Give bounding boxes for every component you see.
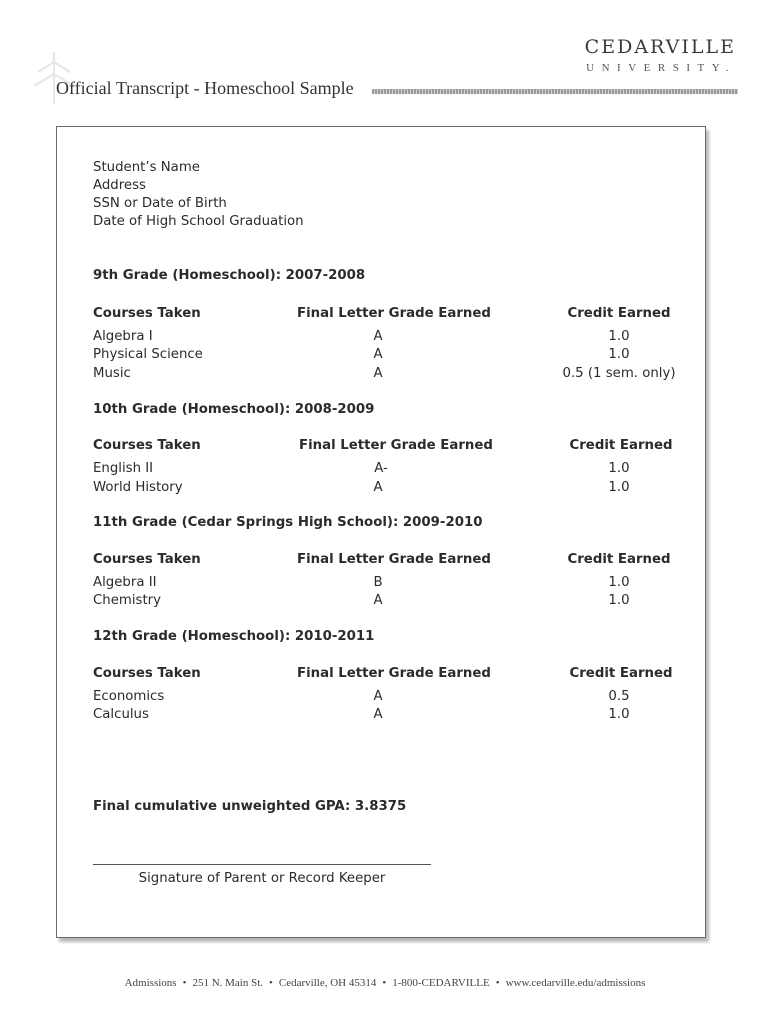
bullet-separator: • — [382, 977, 387, 989]
credit-cell: 1.0 — [608, 480, 630, 495]
signature-line — [93, 864, 431, 865]
col-header-course: Courses Taken — [93, 438, 201, 453]
logo-subtitle: UNIVERSITY. — [586, 62, 736, 74]
grade-cell: A — [373, 347, 383, 362]
credit-cell: 0.5 — [608, 689, 630, 704]
graduation-date-label: Date of High School Graduation — [93, 214, 304, 229]
gpa-summary: Final cumulative unweighted GPA: 3.8375 — [93, 799, 407, 814]
footer-website-link[interactable]: www.cedarville.edu/admissions — [505, 977, 646, 989]
col-header-credit: Credit Earned — [567, 552, 671, 567]
transcript-card — [56, 126, 706, 938]
logo-name: CEDARVILLE — [584, 36, 736, 58]
course-cell: Music — [93, 366, 131, 381]
signature-label: Signature of Parent or Record Keeper — [138, 871, 386, 886]
credit-cell: 0.5 (1 sem. only) — [562, 366, 676, 381]
grade-cell: A- — [374, 461, 388, 476]
grade-heading: 11th Grade (Cedar Springs High School): 2009-2010 — [93, 515, 483, 530]
col-header-course: Courses Taken — [93, 306, 201, 321]
col-header-credit: Credit Earned — [569, 438, 673, 453]
grade-cell: B — [373, 575, 383, 590]
course-cell: Economics — [93, 689, 165, 704]
col-header-credit: Credit Earned — [567, 306, 671, 321]
grade-cell: A — [373, 689, 383, 704]
credit-cell: 1.0 — [608, 329, 630, 344]
footer — [0, 977, 770, 989]
bullet-separator: • — [495, 977, 500, 989]
course-cell: Algebra II — [93, 575, 157, 590]
credit-cell: 1.0 — [608, 707, 630, 722]
col-header-grade: Final Letter Grade Earned — [299, 438, 493, 453]
col-header-course: Courses Taken — [93, 666, 201, 681]
course-cell: Calculus — [93, 707, 149, 722]
col-header-grade: Final Letter Grade Earned — [297, 552, 491, 567]
grade-cell: A — [373, 329, 383, 344]
col-header-course: Courses Taken — [93, 552, 201, 567]
credit-cell: 1.0 — [608, 593, 630, 608]
credit-cell: 1.0 — [608, 347, 630, 362]
bullet-separator: • — [182, 977, 187, 989]
grade-cell: A — [373, 366, 383, 381]
course-cell: Chemistry — [93, 593, 162, 608]
university-logo — [585, 36, 736, 74]
footer-city: Cedarville, OH 45314 — [278, 977, 377, 989]
grade-heading: 9th Grade (Homeschool): 2007-2008 — [93, 268, 366, 283]
footer-street: 251 N. Main St. — [192, 977, 264, 989]
col-header-grade: Final Letter Grade Earned — [297, 666, 491, 681]
ssn-dob-label: SSN or Date of Birth — [93, 196, 227, 211]
course-cell: Physical Science — [93, 347, 203, 362]
address-label: Address — [93, 178, 146, 193]
col-header-credit: Credit Earned — [569, 666, 673, 681]
credit-cell: 1.0 — [608, 461, 630, 476]
header-rule — [372, 89, 738, 94]
page-title: Official Transcript - Homeschool Sample — [56, 78, 354, 98]
course-cell: World History — [93, 480, 183, 495]
course-cell: Algebra I — [93, 329, 153, 344]
footer-phone: 1-800-CEDARVILLE — [392, 977, 490, 989]
bullet-separator: • — [269, 977, 273, 989]
grade-cell: A — [373, 480, 383, 495]
grade-heading: 12th Grade (Homeschool): 2010-2011 — [93, 629, 375, 644]
footer-admissions: Admissions — [124, 977, 177, 989]
col-header-grade: Final Letter Grade Earned — [297, 306, 491, 321]
grade-cell: A — [373, 707, 383, 722]
grade-cell: A — [373, 593, 383, 608]
credit-cell: 1.0 — [608, 575, 630, 590]
grade-heading: 10th Grade (Homeschool): 2008-2009 — [93, 402, 375, 417]
student-name-label: Student’s Name — [93, 160, 200, 175]
course-cell: English II — [93, 461, 154, 476]
